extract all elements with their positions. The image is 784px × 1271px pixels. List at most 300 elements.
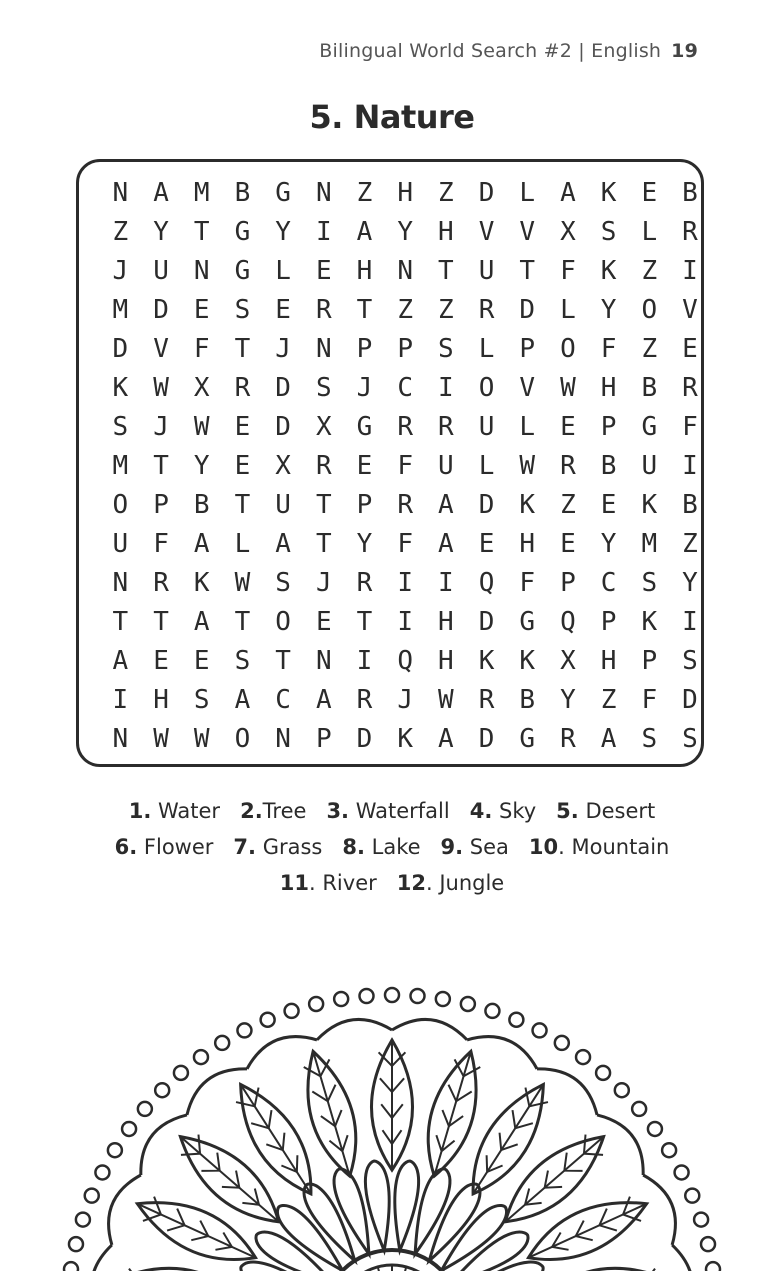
grid-cell: O <box>275 606 291 637</box>
grid-cell: E <box>315 255 332 286</box>
grid-cell: T <box>315 528 332 559</box>
grid-cell: R <box>478 294 495 325</box>
grid-cell: Z <box>438 294 454 325</box>
mandala-dot <box>555 1036 569 1050</box>
grid-cell: V <box>682 294 698 325</box>
grid-cell: K <box>641 489 658 520</box>
grid-cell: Y <box>275 216 291 247</box>
grid-cell: F <box>397 528 413 559</box>
grid-cell: U <box>641 450 658 481</box>
grid-cell: Z <box>356 177 373 208</box>
grid-cell: F <box>600 333 617 364</box>
mandala-dot <box>334 992 348 1006</box>
grid-cell: K <box>519 489 536 520</box>
grid-cell: N <box>397 255 413 286</box>
grid-cell: H <box>397 177 413 208</box>
grid-cell: X <box>275 450 291 481</box>
mandala-scallop <box>109 1175 141 1245</box>
word-list-item <box>441 829 509 865</box>
grid-cell: L <box>519 177 536 208</box>
word-number: 1. <box>128 799 152 823</box>
grid-cell: A <box>356 216 373 247</box>
mandala-dot <box>309 997 323 1011</box>
grid-cell: Z <box>641 333 658 364</box>
puzzle-title: 5. Nature <box>309 98 475 136</box>
grid-cell: C <box>600 567 617 598</box>
grid-cell: R <box>478 684 495 715</box>
mandala-dot <box>461 997 475 1011</box>
grid-cell: R <box>356 567 373 598</box>
mandala-dot <box>675 1165 689 1179</box>
grid-cell: F <box>560 255 576 286</box>
mandala-dot <box>485 1004 499 1018</box>
grid-cell: H <box>600 372 617 403</box>
grid-cell: E <box>193 645 210 676</box>
grid-cell: A <box>315 684 332 715</box>
grid-cell: R <box>397 489 413 520</box>
grid-cell: F <box>519 567 536 598</box>
grid-cell: L <box>275 255 291 286</box>
grid-cell: P <box>600 411 617 442</box>
word-list-row <box>0 793 784 829</box>
grid-cell: L <box>560 294 576 325</box>
mandala-petal <box>334 1169 369 1254</box>
mandala-dot <box>122 1122 136 1136</box>
grid-cell: U <box>275 489 291 520</box>
word-text: Sky <box>492 799 537 823</box>
grid-cell: W <box>193 411 210 442</box>
grid-cell: D <box>275 411 291 442</box>
mandala-dot <box>662 1143 676 1157</box>
grid-cell: J <box>153 411 169 442</box>
grid-cell: O <box>234 723 251 754</box>
grid-cell: R <box>234 372 251 403</box>
mandala-dot <box>509 1013 523 1027</box>
grid-cell: T <box>193 216 210 247</box>
word-text: Water <box>151 799 221 823</box>
grid-cell: E <box>356 450 373 481</box>
word-number: 2. <box>240 799 263 823</box>
mandala-vein <box>512 1110 532 1128</box>
grid-cell: L <box>478 450 495 481</box>
grid-cell: X <box>315 411 332 442</box>
word-text: Waterfall <box>349 799 450 823</box>
mandala-dot <box>706 1262 720 1271</box>
grid-cell: E <box>153 645 169 676</box>
grid-cell: D <box>153 294 169 325</box>
grid-cell: B <box>234 177 251 208</box>
word-number: 3. <box>326 799 350 823</box>
word-number: 9. <box>440 835 464 859</box>
grid-cell: E <box>234 411 251 442</box>
grid-cell: B <box>682 489 698 520</box>
grid-cell: L <box>519 411 536 442</box>
grid-cell: N <box>275 723 291 754</box>
grid-cell: U <box>153 255 169 286</box>
grid-cell: D <box>682 684 698 715</box>
word-text: Grass <box>256 835 323 859</box>
grid-cell: M <box>193 177 210 208</box>
grid-cell: Q <box>478 567 495 598</box>
mandala-dot <box>576 1050 590 1064</box>
grid-cell: A <box>438 489 454 520</box>
word-list-item <box>470 793 536 829</box>
mandala-vein <box>236 1088 259 1107</box>
letter-grid <box>100 173 710 758</box>
grid-cell: Z <box>438 177 454 208</box>
mandala-dot <box>155 1083 169 1097</box>
grid-cell: G <box>275 177 291 208</box>
grid-cell: O <box>112 489 129 520</box>
grid-cell: G <box>356 411 373 442</box>
grid-cell: R <box>397 411 413 442</box>
grid-cell: S <box>438 333 454 364</box>
grid-cell: S <box>682 645 698 676</box>
mandala-scallop <box>187 1069 247 1115</box>
grid-cell: R <box>682 216 698 247</box>
grid-cell: M <box>112 294 129 325</box>
grid-cell: I <box>438 372 454 403</box>
word-number: 10 <box>528 835 559 859</box>
mandala-vein <box>525 1088 548 1107</box>
grid-cell: S <box>641 567 658 598</box>
mandala-dot <box>138 1102 152 1116</box>
grid-cell: S <box>315 372 332 403</box>
grid-cell: N <box>112 567 129 598</box>
grid-cell: S <box>641 723 658 754</box>
grid-cell: G <box>641 411 658 442</box>
page-number: 19 <box>671 40 698 62</box>
grid-cell: K <box>600 255 617 286</box>
word-number: 11 <box>279 871 309 895</box>
grid-cell: P <box>641 645 658 676</box>
grid-cell: Y <box>153 216 169 247</box>
grid-cell: N <box>315 645 332 676</box>
grid-cell: R <box>682 372 698 403</box>
grid-cell: J <box>315 567 332 598</box>
mandala-vein <box>137 1204 255 1258</box>
grid-cell: W <box>193 723 210 754</box>
grid-cell: K <box>600 177 617 208</box>
grid-cell: E <box>641 177 658 208</box>
grid-cell: G <box>234 255 251 286</box>
mandala-scallop <box>467 1037 537 1069</box>
grid-cell: K <box>519 645 536 676</box>
grid-cell: W <box>560 372 576 403</box>
grid-cell: F <box>641 684 658 715</box>
grid-cell: J <box>356 372 373 403</box>
word-number: 8. <box>342 835 365 859</box>
grid-cell: F <box>193 333 210 364</box>
grid-cell: A <box>560 177 576 208</box>
grid-cell: V <box>153 333 169 364</box>
grid-cell: H <box>600 645 617 676</box>
grid-cell: S <box>600 216 617 247</box>
grid-cell: E <box>315 606 332 637</box>
mandala-vein <box>528 1204 646 1258</box>
grid-cell: E <box>560 411 576 442</box>
grid-cell: B <box>193 489 210 520</box>
grid-cell: D <box>478 606 495 637</box>
grid-cell: A <box>112 645 129 676</box>
grid-cell: M <box>112 450 129 481</box>
grid-cell: O <box>478 372 495 403</box>
mandala-scallop <box>672 1245 692 1271</box>
grid-cell: P <box>560 567 576 598</box>
word-text: . Mountain <box>558 835 670 859</box>
grid-cell: Z <box>397 294 413 325</box>
grid-cell: T <box>112 606 129 637</box>
grid-cell: Y <box>600 294 617 325</box>
word-list <box>0 793 784 901</box>
grid-cell: Y <box>397 216 413 247</box>
grid-cell: K <box>478 645 495 676</box>
grid-cell: E <box>560 528 576 559</box>
grid-cell: I <box>438 567 454 598</box>
word-list-item <box>397 865 504 901</box>
mandala-scallop <box>247 1037 317 1069</box>
grid-cell: Y <box>682 567 698 598</box>
grid-cell: T <box>356 294 373 325</box>
word-text: Sea <box>463 835 509 859</box>
mandala-dot <box>410 989 424 1003</box>
grid-cell: G <box>519 606 536 637</box>
grid-cell: T <box>153 606 169 637</box>
grid-cell: L <box>641 216 658 247</box>
grid-cell: Y <box>193 450 210 481</box>
mandala-icon <box>0 900 784 1271</box>
grid-cell: T <box>356 606 373 637</box>
word-list-item <box>326 793 449 829</box>
grid-cell: S <box>193 684 210 715</box>
word-text: Tree <box>262 799 307 823</box>
grid-cell: H <box>356 255 373 286</box>
word-list-row <box>0 829 784 865</box>
grid-cell: S <box>275 567 291 598</box>
grid-cell: T <box>234 606 251 637</box>
word-text: Desert <box>578 799 656 823</box>
grid-cell: I <box>397 606 413 637</box>
grid-cell: H <box>519 528 536 559</box>
grid-cell: P <box>519 333 536 364</box>
grid-cell: E <box>478 528 495 559</box>
grid-cell: A <box>275 528 291 559</box>
grid-cell: D <box>478 177 495 208</box>
grid-cell: T <box>234 489 251 520</box>
word-list-item <box>240 793 306 829</box>
word-number: 5. <box>556 799 579 823</box>
grid-cell: E <box>275 294 291 325</box>
mandala-dot <box>360 989 374 1003</box>
grid-cell: S <box>234 294 251 325</box>
word-text: . River <box>308 871 377 895</box>
grid-cell: E <box>682 333 698 364</box>
grid-cell: Y <box>356 528 373 559</box>
grid-cell: O <box>641 294 658 325</box>
grid-cell: I <box>397 567 413 598</box>
grid-cell: B <box>519 684 536 715</box>
grid-cell: D <box>112 333 129 364</box>
grid-cell: A <box>438 723 454 754</box>
mandala-dot <box>701 1237 715 1251</box>
grid-cell: R <box>560 723 576 754</box>
grid-cell: I <box>112 684 129 715</box>
grid-cell: I <box>315 216 332 247</box>
grid-cell: L <box>234 528 251 559</box>
word-list-row <box>0 865 784 901</box>
grid-cell: W <box>438 684 454 715</box>
grid-cell: W <box>234 567 251 598</box>
mandala-dot <box>596 1066 610 1080</box>
grid-cell: T <box>519 255 536 286</box>
grid-cell: Z <box>560 489 576 520</box>
grid-cell: C <box>397 372 413 403</box>
grid-cell: H <box>438 216 454 247</box>
grid-cell: F <box>153 528 169 559</box>
grid-cell: A <box>193 606 210 637</box>
grid-cell: K <box>397 723 413 754</box>
mandala-dot <box>108 1143 122 1157</box>
grid-cell: D <box>356 723 373 754</box>
grid-cell: N <box>315 333 332 364</box>
grid-cell: D <box>519 294 536 325</box>
grid-cell: H <box>153 684 169 715</box>
mandala-scallop <box>643 1175 675 1245</box>
grid-cell: J <box>397 684 413 715</box>
mandala-scallop <box>141 1115 187 1175</box>
mandala-dot <box>685 1189 699 1203</box>
grid-cell: N <box>193 255 210 286</box>
grid-cell: K <box>112 372 129 403</box>
grid-cell: J <box>112 255 129 286</box>
grid-cell: R <box>438 411 454 442</box>
mandala-dot <box>174 1066 188 1080</box>
grid-cell: P <box>315 723 332 754</box>
grid-cell: N <box>112 177 129 208</box>
grid-cell: U <box>478 411 495 442</box>
grid-cell: O <box>560 333 576 364</box>
grid-cell: E <box>234 450 251 481</box>
word-list-item <box>233 829 322 865</box>
grid-cell: P <box>356 333 373 364</box>
grid-cell: P <box>356 489 373 520</box>
grid-cell: Z <box>641 255 658 286</box>
mandala-dot <box>648 1122 662 1136</box>
mandala-dot <box>215 1036 229 1050</box>
grid-cell: H <box>438 606 454 637</box>
mandala-scallop <box>317 1019 392 1039</box>
mandala-dot <box>237 1023 251 1037</box>
grid-cell: T <box>315 489 332 520</box>
grid-cell: R <box>315 294 332 325</box>
mandala-scallop <box>91 1245 111 1271</box>
grid-cell: C <box>275 684 291 715</box>
grid-cell: D <box>478 723 495 754</box>
grid-cell: S <box>234 645 251 676</box>
mandala-dot <box>85 1189 99 1203</box>
grid-cell: Q <box>397 645 413 676</box>
word-list-item <box>342 829 420 865</box>
grid-cell: N <box>112 723 129 754</box>
grid-cell: A <box>600 723 617 754</box>
grid-cell: H <box>438 645 454 676</box>
grid-cell: L <box>478 333 495 364</box>
grid-cell: R <box>560 450 576 481</box>
mandala-vein <box>251 1110 271 1128</box>
grid-cell: T <box>153 450 169 481</box>
grid-cell: D <box>275 372 291 403</box>
mandala-dot <box>694 1213 708 1227</box>
grid-cell: T <box>438 255 454 286</box>
grid-cell: X <box>193 372 210 403</box>
mandala-scallop <box>537 1069 597 1115</box>
book-title: Bilingual World Search #2 | English <box>319 40 662 62</box>
grid-cell: W <box>153 723 169 754</box>
grid-cell: X <box>560 645 576 676</box>
grid-cell: I <box>682 255 698 286</box>
word-number: 7. <box>233 835 257 859</box>
grid-cell: F <box>397 450 413 481</box>
grid-cell: X <box>560 216 576 247</box>
grid-cell: Y <box>600 528 617 559</box>
mandala-vein <box>143 1197 161 1221</box>
grid-cell: V <box>519 372 536 403</box>
page-header <box>319 40 698 62</box>
word-search-puzzle <box>76 159 704 767</box>
word-text: Flower <box>137 835 214 859</box>
grid-cell: U <box>438 450 454 481</box>
grid-cell: G <box>519 723 536 754</box>
mandala-dot <box>632 1102 646 1116</box>
grid-cell: P <box>153 489 169 520</box>
mandala-dot <box>194 1050 208 1064</box>
grid-cell: K <box>641 606 658 637</box>
mandala-dot <box>285 1004 299 1018</box>
grid-cell: V <box>519 216 536 247</box>
mandala-scallop <box>597 1115 643 1175</box>
grid-cell: I <box>356 645 373 676</box>
word-number: 6. <box>114 835 138 859</box>
grid-cell: Z <box>600 684 617 715</box>
grid-cell: P <box>397 333 413 364</box>
word-list-item <box>280 865 377 901</box>
grid-cell: Z <box>682 528 698 559</box>
mandala-petal <box>415 1169 450 1254</box>
mandala-dot <box>76 1213 90 1227</box>
mandala-dot <box>533 1023 547 1037</box>
grid-cell: R <box>315 450 332 481</box>
grid-cell: G <box>234 216 251 247</box>
grid-cell: Z <box>112 216 129 247</box>
grid-cell: U <box>112 528 129 559</box>
grid-cell: B <box>641 372 658 403</box>
word-text: Lake <box>364 835 421 859</box>
grid-cell: F <box>682 411 698 442</box>
grid-cell: Y <box>560 684 576 715</box>
grid-cell: M <box>641 528 658 559</box>
grid-cell: U <box>478 255 495 286</box>
mandala-dot <box>615 1083 629 1097</box>
word-list-item <box>556 793 655 829</box>
grid-cell: S <box>112 411 129 442</box>
grid-cell: E <box>193 294 210 325</box>
grid-cell: T <box>275 645 291 676</box>
grid-cell: N <box>315 177 332 208</box>
grid-cell: D <box>478 489 495 520</box>
grid-cell: W <box>153 372 169 403</box>
grid-cell: R <box>356 684 373 715</box>
grid-cell: K <box>193 567 210 598</box>
